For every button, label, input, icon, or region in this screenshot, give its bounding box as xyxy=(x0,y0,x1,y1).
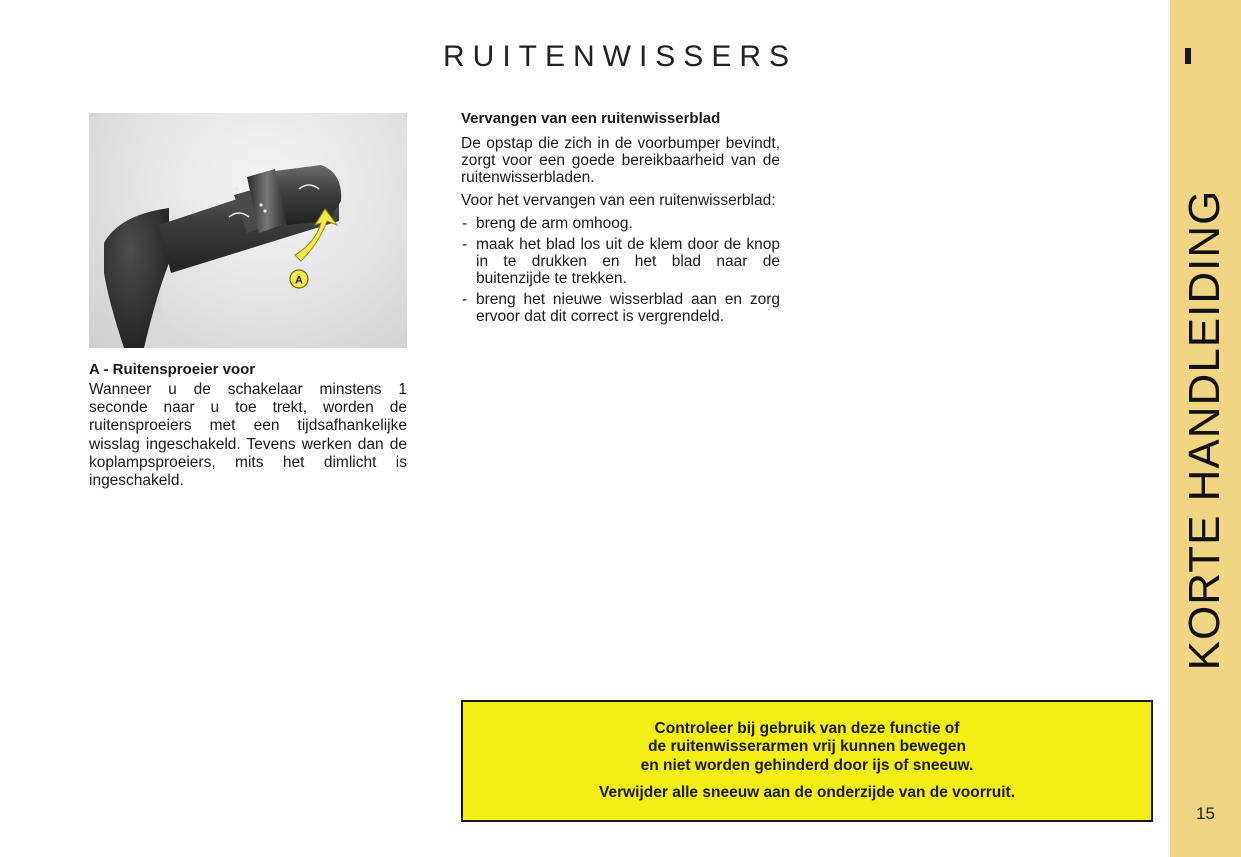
wiper-stalk-photo xyxy=(89,113,407,348)
warning-box xyxy=(461,700,1153,822)
warning-last-line: Verwijder alle sneeuw aan de onderzijde van de voorruit. xyxy=(598,784,1016,801)
right-column xyxy=(461,111,780,329)
wiper-stalk-illustration xyxy=(89,113,407,348)
left-paragraph: Wanneer u de schakelaar minstens 1 seconde naar u toe trekt, worden de ruitensproeiers met een tijdsafhankelijke wisslag ingeschakeld. Tevens werken dan de koplampsproeiers, mits het dimlicht is ingeschakeld. xyxy=(89,381,407,490)
figure-caption: A - Ruitensproeier voor xyxy=(89,361,256,378)
page-title: RUITENWISSERS xyxy=(442,40,798,73)
list-item: - breng het nieuwe wisserblad aan en zorg ervoor dat dit correct is vergrendeld. xyxy=(461,291,780,325)
right-paragraph-1: De opstap die zich in de voorbumper bevindt, zorgt voor een goede bereikbaarheid van de ruitenwisserbladen. xyxy=(461,135,780,186)
section-heading: Vervangen van een ruitenwisserblad xyxy=(461,110,721,127)
list-item: - maak het blad los uit de klem door de knop in te drukken en het blad naar de buitenzijde te trekken. xyxy=(461,236,780,287)
warning-line: de ruitenwisserarmen vrij kunnen bewegen xyxy=(648,738,966,755)
section-title: KORTE HANDLEIDING xyxy=(1180,189,1229,671)
right-paragraph-2: Voor het vervangen van een ruitenwisserblad: xyxy=(461,192,776,209)
warning-line: Controleer bij gebruik van deze functie of xyxy=(654,719,960,737)
callout-a-label: A xyxy=(295,274,303,287)
section-marker xyxy=(1185,48,1191,64)
warning-line: en niet worden gehinderd door ijs of sneeuw. xyxy=(640,756,974,774)
list-item: - breng de arm omhoog. xyxy=(461,215,780,232)
page-number: 15 xyxy=(1196,804,1215,823)
steps-list xyxy=(461,215,780,325)
